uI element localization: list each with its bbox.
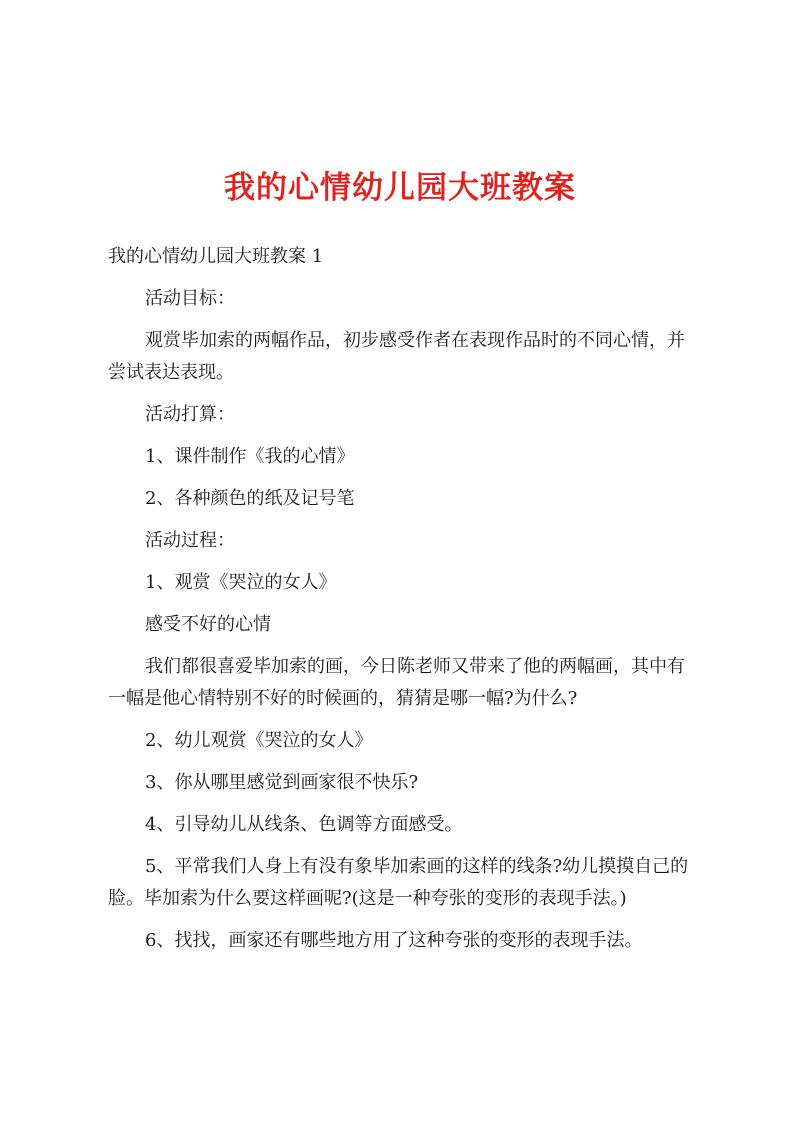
paragraph-line: 3、你从哪里感觉到画家很不快乐? <box>145 772 419 793</box>
paragraph-line: 5、平常我们人身上有没有象毕加索画的这样的线条?幼儿摸摸自己的 <box>145 856 689 877</box>
paragraph-line: 1、观赏《哭泣的女人》 <box>145 572 337 593</box>
paragraph-line: 观赏毕加索的两幅作品，初步感受作者在表现作品时的不同心情，并 <box>145 330 685 351</box>
paragraph-line: 我们都很喜爱毕加索的画，今日陈老师又带来了他的两幅画，其中有 <box>145 656 685 677</box>
paragraph-line: 脸。毕加索为什么要这样画呢?(这是一种夸张的变形的表现手法。) <box>108 888 627 909</box>
paragraph-line: 2、各种颜色的纸及记号笔 <box>145 488 355 509</box>
paragraph-line: 一幅是他心情特别不好的时候画的，猜猜是哪一幅?为什么? <box>108 688 578 709</box>
paragraph-line: 活动打算： <box>145 404 235 425</box>
paragraph-line: 活动过程： <box>145 530 235 551</box>
paragraph-line: 2、幼儿观赏《哭泣的女人》 <box>145 730 373 751</box>
paragraph-line: 尝试表达表现。 <box>108 362 234 383</box>
paragraph-line: 6、找找，画家还有哪些地方用了这种夸张的变形的表现手法。 <box>145 930 643 951</box>
section-heading: 我的心情幼儿园大班教案 1 <box>108 246 324 267</box>
paragraph-line: 4、引导幼儿从线条、色调等方面感受。 <box>145 814 463 835</box>
paragraph-line: 1、课件制作《我的心情》 <box>145 446 355 467</box>
paragraph-line: 感受不好的心情 <box>145 614 271 635</box>
document-title: 我的心情幼儿园大班教案 <box>224 170 576 206</box>
document-body <box>108 241 708 957</box>
paragraph-line: 活动目标： <box>145 288 235 309</box>
